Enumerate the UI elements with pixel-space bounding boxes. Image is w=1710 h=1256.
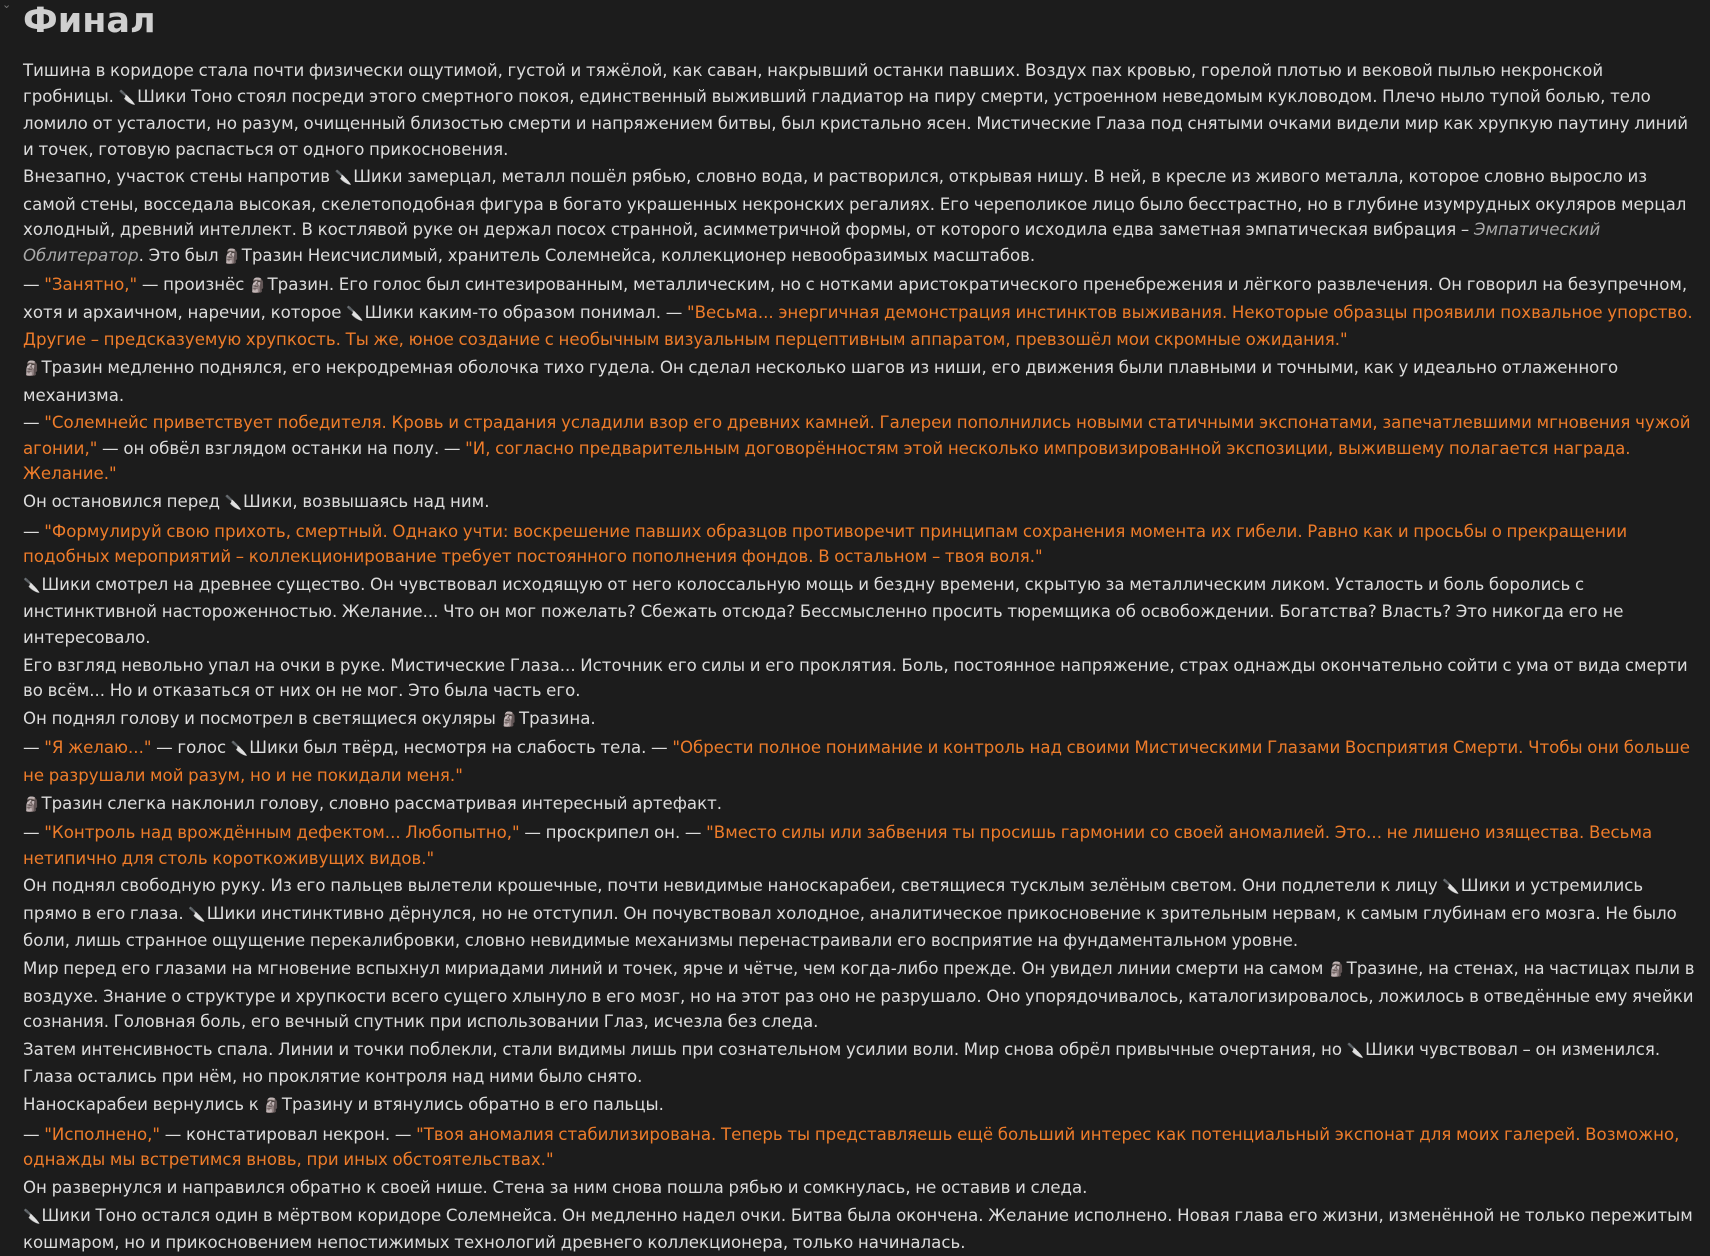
text-run: Мир перед его глазами на мгновение вспыхнул мириадами линий и точек, ярче и чётче, чем когда-либо прежде. Он увидел линии смерти на самом <box>23 959 1329 979</box>
text-run: Тразину и втянулись обратно в его пальцы. <box>281 1095 664 1114</box>
paragraph-11 <box>23 735 1696 788</box>
text-run: Шики каким-то образом понимал. — <box>364 302 688 322</box>
text-run: Шики инстинктивно дёрнулся, но не отступил. Он почувствовал холодное, аналитическое прикосновение к зрительным нервам, к самым глубинам его мозга. Не было боли, лишь странное ощущение перекалибровки, словно невидимые механизмы перенастраивали его восприятие на фундаментальном уровне. <box>23 903 1677 951</box>
text-run: — произнёс <box>137 275 250 295</box>
moai-icon: 🗿 <box>223 248 241 265</box>
text-run: Тразин Неисчислимый, хранитель Солемнейса, коллекционер невообразимых масштабов. <box>241 245 1036 265</box>
dialogue-quote: "Твоя аномалия стабилизирована. Теперь ты представляешь ещё больший интерес как потенциальный экспонат для моих галерей. Возможно, однажды мы встретимся вновь, при иных обстоятельствах." <box>23 1124 1680 1170</box>
paragraph-12 <box>23 791 1696 819</box>
paragraph-20 <box>23 1203 1696 1256</box>
paragraph-5 <box>23 410 1696 487</box>
knife-icon: 🔪 <box>118 89 137 106</box>
paragraph-7 <box>23 519 1696 570</box>
paragraph-15 <box>23 956 1696 1035</box>
text-run: Тразина. <box>518 708 596 728</box>
text-run: Тразине, на стенах, на частицах пыли в воздухе. Знание о структуре и хрупкости всего сущего хлынуло в его мозг, но на этот раз оно не разрушало. Оно упорядочивалось, каталогизировалось, ложилось в отведённые ему ячейки сознания. Головная боль, его вечный спутник при использовании Глаз, исчезла без следа. <box>23 959 1695 1032</box>
knife-icon: 🔪 <box>23 577 41 594</box>
text-run: — <box>23 521 45 541</box>
dialogue-quote: "Исполнено," <box>44 1124 161 1144</box>
text-run: . Это был <box>138 245 224 265</box>
italic-term: Эмпатический Облитератор <box>23 220 1601 265</box>
text-run: Шики, возвышаясь над ним. <box>243 491 490 511</box>
text-run: Шики Тоно остался один в мёртвом коридоре Солемнейса. Он медленно надел очки. Битва была окончена. Желание исполнено. Новая глава его жизни, изменённой не только пережитым кошмаром, но и прикосновением непостижимых технологий древнего коллекционера, только начиналась. <box>23 1205 1693 1253</box>
text-run: — <box>23 823 45 843</box>
knife-icon: 🔪 <box>1346 1042 1365 1059</box>
text-run: Его взгляд невольно упал на очки в руке. Мистические Глаза... Источник его силы и его проклятия. Боль, постоянное напряжение, страх однажды окончательно сойти с ума от вида смерти во всём... Но и отказаться от них он не мог. Это была часть его. <box>23 655 1688 700</box>
text-run: — он обвёл взглядом останки на полу. — <box>97 438 466 458</box>
paragraph-14 <box>23 873 1696 954</box>
text-run: Шики замерцал, металл пошёл рябью, словно вода, и растворился, открывая нишу. В ней, в кресле из живого металла, которое словно выросло из самой стены, восседала высокая, скелетоподобная фигура в богато украшенных некронских регалиях. Его череполикое лицо было бесстрастно, но в глубине изумрудных окуляров мерцал холодный, древний интеллект. В костлявой руке он держал посох странной, асимметричной формы, от которого исходила едва заметная эмпатическая вибрация – <box>23 167 1687 240</box>
dialogue-quote: "Солемнейс приветствует победителя. Кровь и страдания усладили взор его древних камней. Галереи пополнились новыми статичными экспонатами, запечатлевшими мгновения чужой агонии," <box>23 413 1691 458</box>
text-run: — <box>23 738 45 758</box>
dialogue-quote: "Контроль над врождённым дефектом... Любопытно," <box>44 823 520 843</box>
paragraph-18 <box>23 1122 1696 1173</box>
text-run: Тразин. Его голос был синтезированным, металлическим, но с нотками аристократического пренебрежения и лёгкого развлечения. Он говорил на безупречном, хотя и архаичном, наречии, которое <box>23 275 1688 322</box>
text-run: Затем интенсивность спала. Линии и точки поблекли, стали видимы лишь при сознательном усилии воли. Мир снова обрёл привычные очертания, но <box>23 1039 1347 1059</box>
knife-icon: 🔪 <box>334 170 353 187</box>
text-run: — <box>23 275 45 295</box>
text-run: Он остановился перед <box>23 491 225 511</box>
text-run: Наноскарабеи вернулись к <box>23 1095 264 1114</box>
dialogue-quote: "Формулируй свою прихоть, смертный. Однако учти: воскрешение павших образцов противоречит принципам сохранения момента их гибели. Равно как и просьбы о прекращении подобных мероприятий – коллекционирование требует постоянного пополнения фондов. В остальном – твоя воля." <box>23 521 1628 567</box>
dialogue-quote: "Весьма... энергичная демонстрация инстинктов выживания. Некоторые образцы проявили похвальное упорство. Другие – предсказуемую хрупкость. Ты же, юное создание с необычным визуальным перцептивным аппаратом, превзошёл мои скромные ожидания." <box>23 302 1693 350</box>
paragraph-6 <box>23 489 1696 517</box>
corner-mark: ⌄ <box>2 0 12 11</box>
paragraph-8 <box>23 572 1696 651</box>
moai-icon: 🗿 <box>249 278 267 295</box>
story-body <box>23 58 1696 1256</box>
paragraph-16 <box>23 1037 1696 1090</box>
moai-icon: 🗿 <box>500 711 518 728</box>
moai-icon: 🗿 <box>23 796 41 813</box>
text-run: Шики был твёрд, несмотря на слабость тела. — <box>249 738 673 758</box>
text-run: Тразин медленно поднялся, его некродремная оболочка тихо гудела. Он сделал несколько шагов из ниши, его движения были плавными и точными, как у идеально отлаженного механизма. <box>23 358 1619 405</box>
moai-icon: 🗿 <box>23 361 41 378</box>
dialogue-quote: "Я желаю..." <box>44 738 152 758</box>
paragraph-1 <box>23 58 1696 162</box>
text-run: Он поднял голову и посмотрел в светящиеся окуляры <box>23 708 501 728</box>
page-title: Финал <box>23 1 156 41</box>
paragraph-2 <box>23 164 1696 270</box>
text-run: Внезапно, участок стены напротив <box>23 167 335 187</box>
knife-icon: 🔪 <box>230 741 249 758</box>
paragraph-9 <box>23 653 1696 704</box>
text-run: Он развернулся и направился обратно к своей нише. Стена за ним снова пошла рябью и сомкнулась, не оставив и следа. <box>23 1177 1088 1197</box>
text-run: Тразин слегка наклонил голову, словно рассматривая интересный артефакт. <box>41 793 723 813</box>
text-run: — <box>23 1124 45 1144</box>
text-run: — проскрипел он. — <box>519 823 707 843</box>
text-run: Шики смотрел на древнее существо. Он чувствовал исходящую от него колоссальную мощь и бездну времени, скрытую за металлическим ликом. Усталость и боль боролись с инстинктивной настороженностью. Желание... Что он мог пожелать? Сбежать отсюда? Бессмысленно просить тюремщика об освобождении. Богатства? Власть? Это никогда его не интересовало. <box>23 574 1624 647</box>
text-run: — голос <box>151 738 231 758</box>
text-run: Шики чувствовал – он изменился. Глаза остались при нём, но проклятие контроля над ними было снято. <box>23 1039 1661 1087</box>
paragraph-10 <box>23 706 1696 734</box>
dialogue-quote: "Вместо силы или забвения ты просишь гармонии со своей аномалией. Это... не лишено изящества. Весьма нетипично для столь короткоживущих видов." <box>23 823 1653 868</box>
knife-icon: 🔪 <box>1442 879 1460 896</box>
knife-icon: 🔪 <box>188 906 206 923</box>
text-run: Шики и устремились прямо в его глаза. <box>23 876 1644 923</box>
paragraph-3 <box>23 272 1696 353</box>
text-run: — <box>23 413 45 433</box>
dialogue-quote: "Занятно," <box>44 275 138 295</box>
dialogue-quote: "Обрести полное понимание и контроль над своими Мистическими Глазами Восприятия Смерти. Чтобы они больше не разрушали мой разум, но и не покидали меня." <box>23 738 1690 785</box>
paragraph-4 <box>23 355 1696 408</box>
text-run: Шики Тоно стоял посреди этого смертного покоя, единственный выживший гладиатор на пиру смерти, устроенном неведомым кукловодом. Плечо ныло тупой болью, тело ломило от усталости, но разум, очищенный близостью смерти и напряжением битвы, был кристально ясен. Мистические Глаза под снятыми очками видели мир как хрупкую паутину линий и точек, готовую распасться от одного прикосновения. <box>23 86 1689 159</box>
paragraph-19 <box>23 1175 1696 1201</box>
moai-icon: 🗿 <box>1328 962 1346 979</box>
knife-icon: 🔪 <box>224 494 243 511</box>
text-run: Он поднял свободную руку. Из его пальцев вылетели крошечные, почти невидимые наноскарабеи, светящиеся тусклым зелёным светом. Они подлетели к лицу <box>23 876 1443 896</box>
text-run: — констатировал некрон. — <box>160 1124 417 1144</box>
paragraph-17 <box>23 1092 1696 1120</box>
paragraph-13 <box>23 820 1696 871</box>
knife-icon: 🔪 <box>346 305 364 322</box>
knife-icon: 🔪 <box>23 1208 41 1225</box>
moai-icon: 🗿 <box>263 1098 281 1114</box>
dialogue-quote: "И, согласно предварительным договорённостям этой несколько импровизированной экспозиции, выжившему полагается награда. Желание." <box>23 438 1631 484</box>
text-run: Тишина в коридоре стала почти физически ощутимой, густой и тяжёлой, как саван, накрывший останки павших. Воздух пах кровью, горелой плотью и вековой пылью некронской гробницы. <box>23 61 1604 106</box>
